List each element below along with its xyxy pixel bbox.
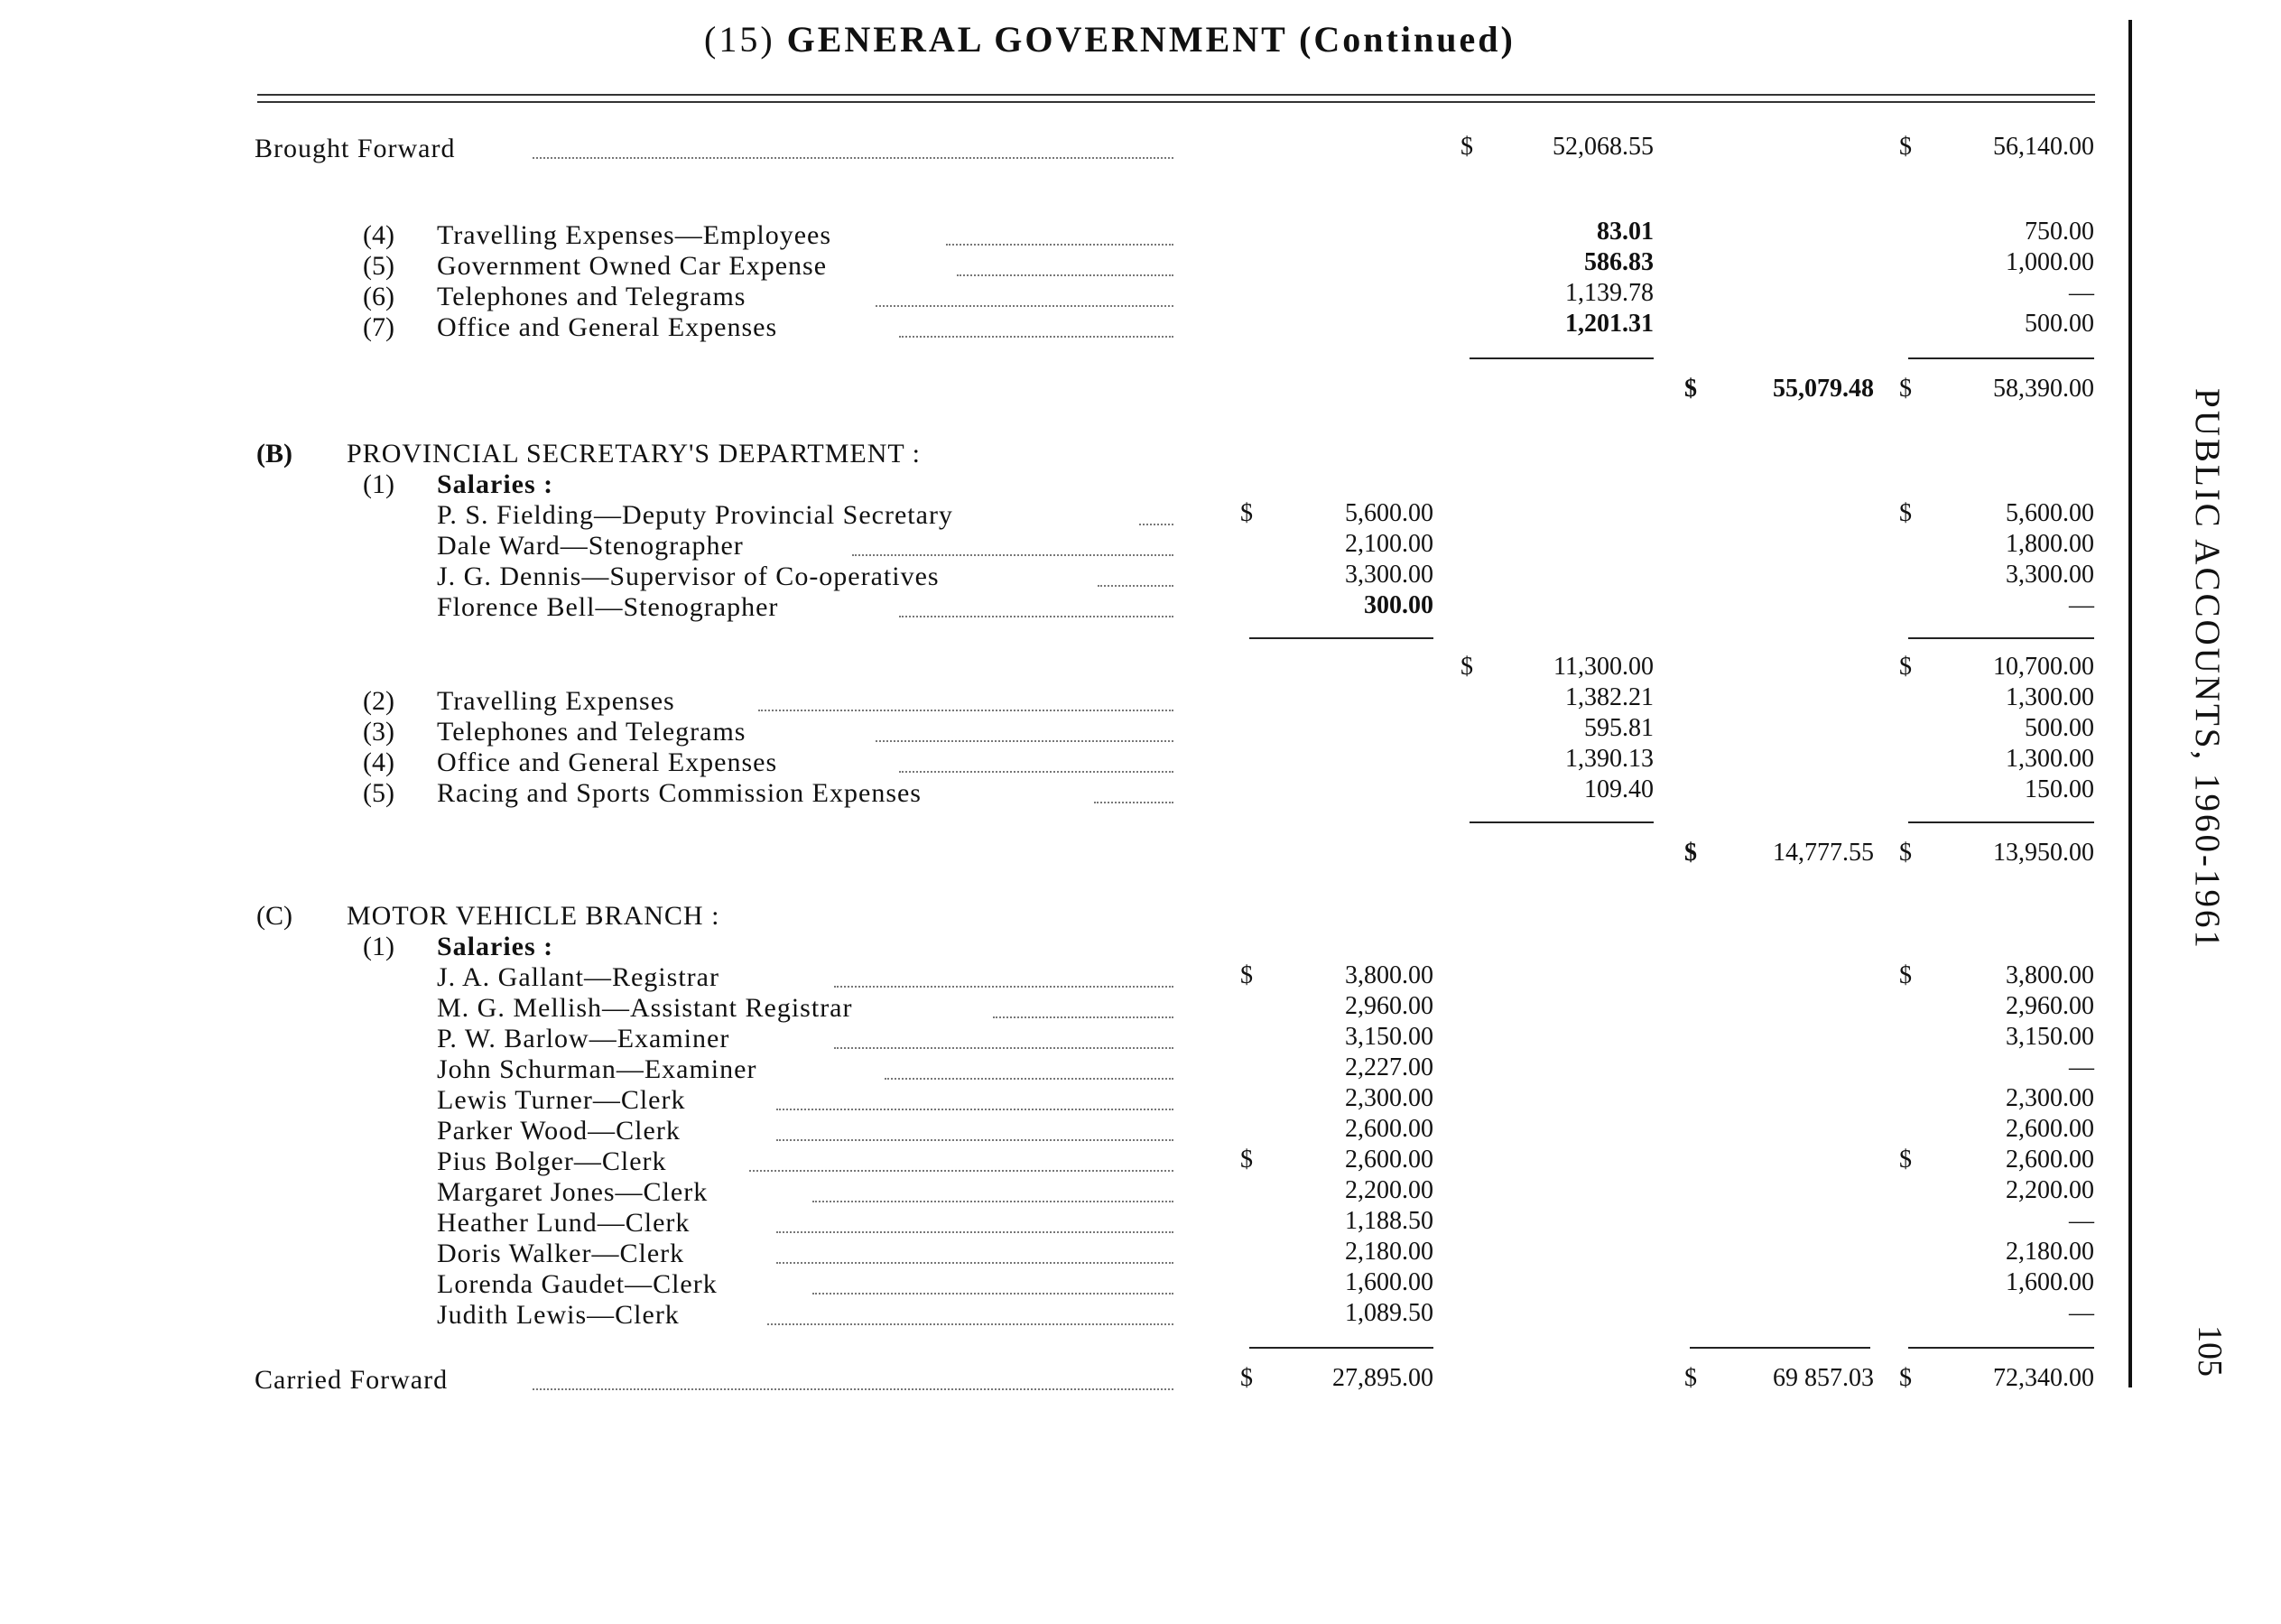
salary-label: Judith Lewis—Clerk [437, 1300, 680, 1330]
leader-dots [876, 305, 1173, 307]
item-number: (5) [363, 251, 394, 281]
leader-dots [993, 1016, 1173, 1018]
salary-c5: 2,300.00 [2006, 1084, 2094, 1112]
salary-c2: 5,600.00 [1345, 499, 1433, 527]
side-title: PUBLIC ACCOUNTS, 1960-1961 [2188, 388, 2227, 951]
dollar-sign: $ [1240, 1146, 1253, 1174]
leader-dots [1094, 802, 1173, 803]
leader-dots [899, 336, 1173, 338]
salary-label: J. G. Dennis—Supervisor of Co-operatives [437, 561, 940, 591]
leader-dots [767, 1323, 1173, 1325]
salary-c2: 1,089.50 [1345, 1299, 1433, 1327]
item-number: (4) [363, 220, 394, 250]
leader-dots [776, 1262, 1173, 1264]
dollar-sign: $ [1899, 961, 1912, 989]
salary-label: Pius Bolger—Clerk [437, 1146, 667, 1176]
leader-dots [899, 616, 1173, 617]
section-b-total-c5: 13,950.00 [1993, 839, 2094, 867]
salary-label: Doris Walker—Clerk [437, 1239, 685, 1268]
section-b-letter: (B) [256, 439, 292, 469]
brought-forward-c5: 56,140.00 [1993, 133, 2094, 161]
section-b-salaries-total-c3: 11,300.00 [1553, 653, 1654, 681]
leader-dots [834, 1047, 1173, 1049]
item-number: (5) [363, 778, 394, 808]
section-b-heading: PROVINCIAL SECRETARY'S DEPARTMENT : [347, 439, 922, 469]
leader-dots [776, 1231, 1173, 1233]
item-label: Travelling Expenses [437, 686, 675, 716]
item-label: Telephones and Telegrams [437, 717, 746, 747]
dollar-sign: $ [1684, 839, 1697, 867]
leader-dots [758, 710, 1173, 711]
carried-forward-c2: 27,895.00 [1332, 1364, 1433, 1392]
underline [1908, 357, 2094, 359]
item-c3: 1,139.78 [1565, 279, 1654, 307]
salary-c2: 1,188.50 [1345, 1207, 1433, 1235]
item-c5: 750.00 [2025, 218, 2094, 246]
salary-label: P. S. Fielding—Deputy Provincial Secretary [437, 500, 953, 530]
salary-c2: 3,300.00 [1345, 561, 1433, 589]
section-a-total-c5: 58,390.00 [1993, 375, 2094, 403]
item-label: Office and General Expenses [437, 312, 778, 342]
underline [1470, 357, 1654, 359]
section-c-salaries-label: Salaries : [437, 932, 554, 961]
salary-c5: 3,150.00 [2006, 1023, 2094, 1051]
salary-c2: 2,960.00 [1345, 992, 1433, 1020]
salary-c2: 2,227.00 [1345, 1053, 1433, 1081]
salary-c2: 2,600.00 [1345, 1115, 1433, 1143]
title-prefix: (15) [704, 19, 787, 60]
dollar-sign: $ [1460, 133, 1473, 161]
item-number: (6) [363, 282, 394, 311]
page-title [704, 18, 1516, 60]
item-label: Telephones and Telegrams [437, 282, 746, 311]
salary-c2: 2,300.00 [1345, 1084, 1433, 1112]
item-c5: 500.00 [2025, 714, 2094, 742]
dollar-sign: $ [1899, 1364, 1912, 1392]
title-suffix: (Continued) [1287, 19, 1516, 60]
item-c3: 1,382.21 [1565, 683, 1654, 711]
salary-c5: 1,800.00 [2006, 530, 2094, 558]
item-c3: 586.83 [1584, 248, 1654, 276]
salary-c2: 1,600.00 [1345, 1268, 1433, 1296]
dollar-sign: $ [1899, 499, 1912, 527]
carried-forward-label: Carried Forward [255, 1365, 449, 1395]
carried-forward-c5: 72,340.00 [1993, 1364, 2094, 1392]
salary-c5: — [2069, 591, 2094, 619]
item-c3: 1,201.31 [1565, 310, 1654, 338]
item-label: Office and General Expenses [437, 747, 778, 777]
item-c3: 595.81 [1584, 714, 1654, 742]
underline [1470, 821, 1654, 823]
leader-dots [533, 1388, 1173, 1390]
salary-c2: 2,100.00 [1345, 530, 1433, 558]
salary-label: Lewis Turner—Clerk [437, 1085, 686, 1115]
underline [1908, 821, 2094, 823]
salary-c2: 3,800.00 [1345, 961, 1433, 989]
salary-label: Margaret Jones—Clerk [437, 1177, 709, 1207]
section-a-total-c4: 55,079.48 [1773, 375, 1874, 403]
leader-dots [899, 771, 1173, 773]
leader-dots [852, 554, 1173, 556]
dollar-sign: $ [1899, 1146, 1912, 1174]
salary-c2: 2,600.00 [1345, 1146, 1433, 1174]
brought-forward-label: Brought Forward [255, 134, 456, 163]
item-label: Government Owned Car Expense [437, 251, 828, 281]
item-c5: — [2069, 279, 2094, 307]
leader-dots [885, 1078, 1173, 1080]
salary-label: M. G. Mellish—Assistant Registrar [437, 993, 853, 1023]
salary-label: P. W. Barlow—Examiner [437, 1024, 730, 1053]
salary-c2: 300.00 [1364, 591, 1433, 619]
leader-dots [957, 274, 1173, 276]
dollar-sign: $ [1684, 1364, 1697, 1392]
salary-c5: — [2069, 1299, 2094, 1327]
leader-dots [876, 740, 1173, 742]
section-b-salaries-number: (1) [363, 469, 394, 499]
leader-dots [1139, 524, 1173, 525]
underline [1249, 637, 1433, 639]
header-rule-1 [257, 94, 2095, 96]
item-number: (4) [363, 747, 394, 777]
salary-c2: 3,150.00 [1345, 1023, 1433, 1051]
underline [1908, 1347, 2094, 1349]
page-number: 105 [2191, 1325, 2229, 1377]
item-number: (3) [363, 717, 394, 747]
dollar-sign: $ [1899, 839, 1912, 867]
underline [1690, 1347, 1870, 1349]
section-b-salaries-total-c5: 10,700.00 [1993, 653, 2094, 681]
dollar-sign: $ [1240, 1364, 1253, 1392]
section-c-heading: MOTOR VEHICLE BRANCH : [347, 901, 720, 931]
item-number: (7) [363, 312, 394, 342]
underline [1908, 637, 2094, 639]
salary-c5: 3,300.00 [2006, 561, 2094, 589]
item-number: (2) [363, 686, 394, 716]
dollar-sign: $ [1899, 653, 1912, 681]
dollar-sign: $ [1240, 499, 1253, 527]
salary-label: J. A. Gallant—Registrar [437, 962, 719, 992]
brought-forward-c3: 52,068.55 [1553, 133, 1654, 161]
salary-c5: 2,200.00 [2006, 1176, 2094, 1204]
salary-label: Florence Bell—Stenographer [437, 592, 779, 622]
leader-dots [749, 1170, 1173, 1172]
salary-c5: — [2069, 1053, 2094, 1081]
header-rule-2 [257, 101, 2095, 103]
salary-c5: 2,600.00 [2006, 1115, 2094, 1143]
salary-c5: 2,960.00 [2006, 992, 2094, 1020]
leader-dots [946, 244, 1173, 246]
section-b-salaries-label: Salaries : [437, 469, 554, 499]
section-b-total-c4: 14,777.55 [1773, 839, 1874, 867]
salary-c2: 2,200.00 [1345, 1176, 1433, 1204]
salary-c5: 5,600.00 [2006, 499, 2094, 527]
leader-dots [776, 1139, 1173, 1141]
dollar-sign: $ [1240, 961, 1253, 989]
salary-label: Lorenda Gaudet—Clerk [437, 1269, 718, 1299]
salary-c5: 1,600.00 [2006, 1268, 2094, 1296]
underline [1249, 1347, 1433, 1349]
leader-dots [533, 157, 1173, 159]
salary-label: Dale Ward—Stenographer [437, 531, 744, 561]
item-c5: 500.00 [2025, 310, 2094, 338]
leader-dots [812, 1293, 1173, 1295]
carried-forward-c4: 69 857.03 [1773, 1364, 1874, 1392]
leader-dots [834, 986, 1173, 988]
leader-dots [1098, 585, 1173, 587]
item-c3: 1,390.13 [1565, 745, 1654, 773]
salary-c5: — [2069, 1207, 2094, 1235]
salary-label: Parker Wood—Clerk [437, 1116, 681, 1146]
title-main: GENERAL GOVERNMENT [786, 19, 1288, 60]
item-c5: 1,300.00 [2006, 745, 2094, 773]
item-c3: 83.01 [1597, 218, 1654, 246]
item-c5: 1,000.00 [2006, 248, 2094, 276]
leader-dots [776, 1109, 1173, 1110]
salary-label: Heather Lund—Clerk [437, 1208, 691, 1238]
salary-c2: 2,180.00 [1345, 1238, 1433, 1266]
item-c3: 109.40 [1584, 775, 1654, 803]
dollar-sign: $ [1899, 133, 1912, 161]
leader-dots [812, 1201, 1173, 1202]
item-label: Travelling Expenses—Employees [437, 220, 832, 250]
salary-c5: 3,800.00 [2006, 961, 2094, 989]
item-c5: 150.00 [2025, 775, 2094, 803]
dollar-sign: $ [1460, 653, 1473, 681]
salary-label: John Schurman—Examiner [437, 1054, 757, 1084]
section-c-letter: (C) [256, 901, 292, 931]
salary-c5: 2,180.00 [2006, 1238, 2094, 1266]
salary-c5: 2,600.00 [2006, 1146, 2094, 1174]
margin-rule [2128, 20, 2132, 1387]
dollar-sign: $ [1684, 375, 1697, 403]
dollar-sign: $ [1899, 375, 1912, 403]
item-c5: 1,300.00 [2006, 683, 2094, 711]
item-label: Racing and Sports Commission Expenses [437, 778, 922, 808]
section-c-salaries-number: (1) [363, 932, 394, 961]
